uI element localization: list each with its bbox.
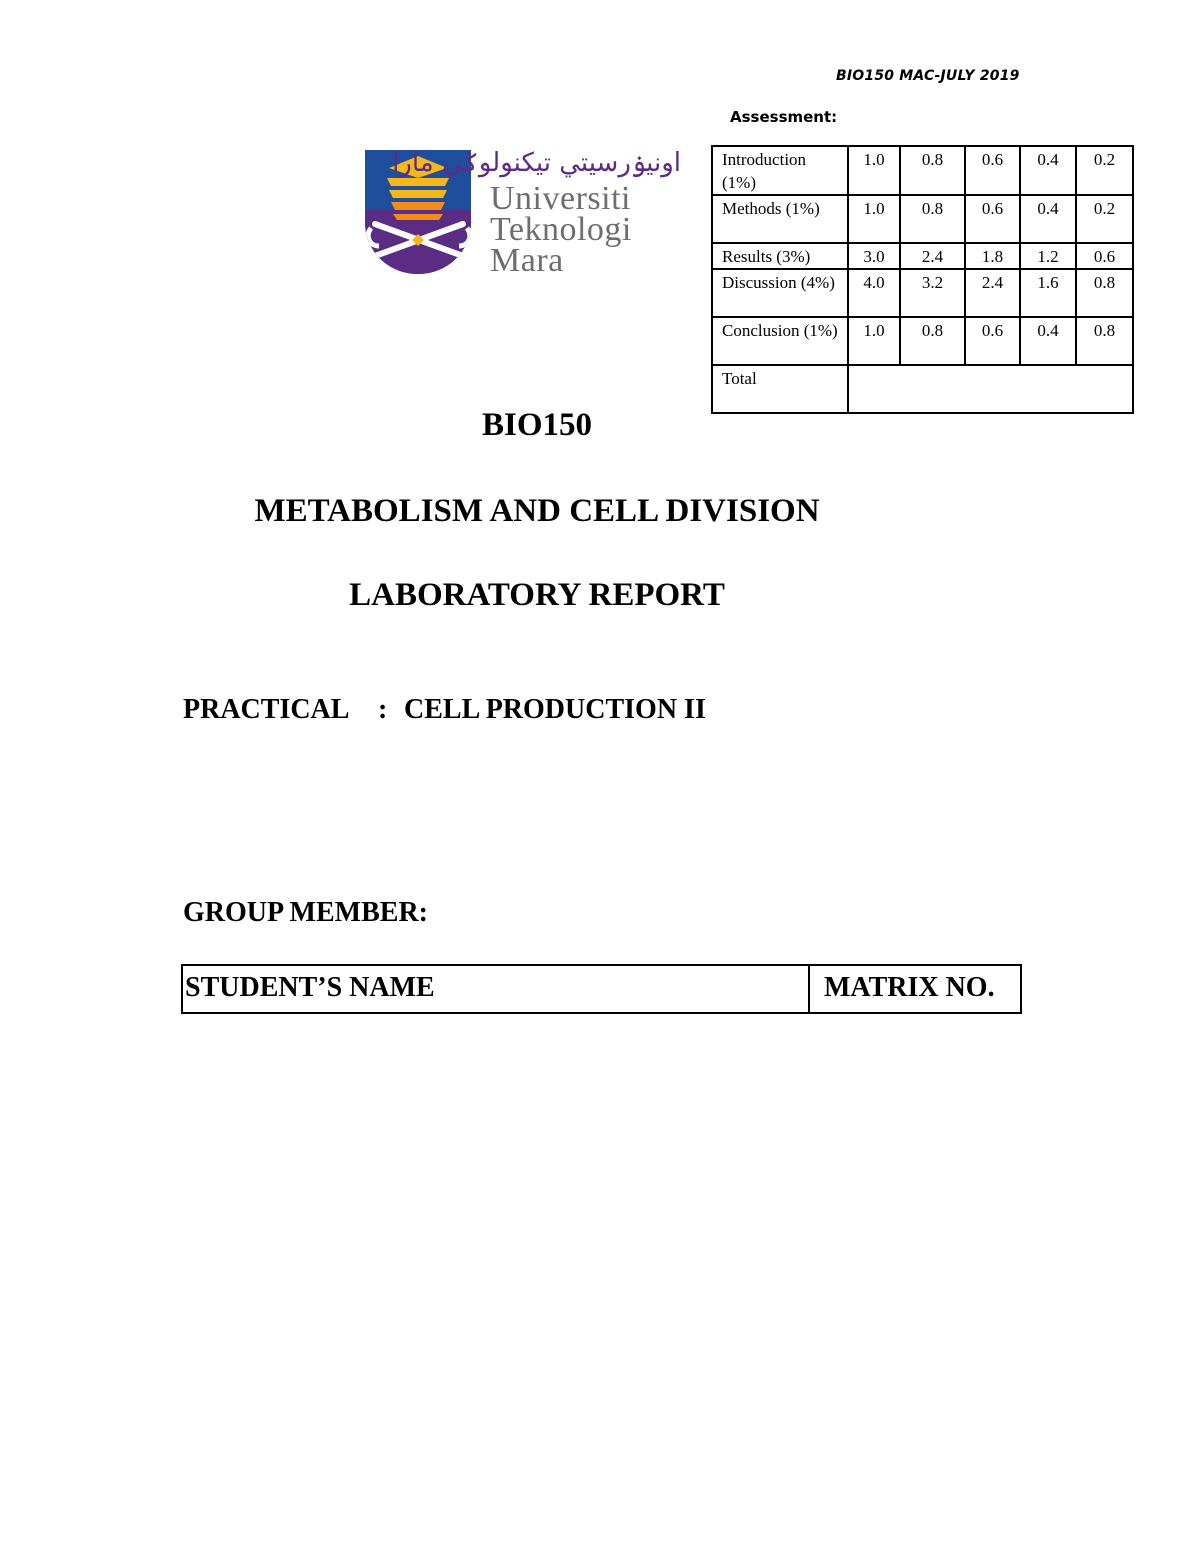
assessment-row-discussion	[712, 269, 1133, 317]
course-code-title: BIO150	[481, 407, 593, 443]
practical-title: CELL PRODUCTION II	[404, 694, 706, 725]
score-cell: 3.2	[900, 269, 965, 317]
total-value-cell	[848, 365, 1133, 413]
criterion-cell: Methods (1%)	[712, 195, 848, 243]
score-cell: 0.4	[1020, 317, 1076, 365]
score-cell: 3.0	[848, 243, 900, 269]
score-cell: 0.8	[900, 146, 965, 195]
assessment-row-introduction	[712, 146, 1133, 195]
practical-separator: :	[378, 694, 388, 725]
score-cell: 0.4	[1020, 195, 1076, 243]
assessment-row-results	[712, 243, 1133, 269]
score-cell: 0.6	[1076, 243, 1133, 269]
university-logo	[363, 148, 683, 278]
practical-label: PRACTICAL	[183, 694, 350, 725]
student-name-header: STUDENT’S NAME	[182, 965, 809, 1013]
score-cell: 2.4	[965, 269, 1020, 317]
logo-jawi-text: اونيۏرسيتي تيكنولوݢي مارا	[392, 148, 681, 178]
score-cell: 1.0	[848, 317, 900, 365]
score-cell: 1.0	[848, 195, 900, 243]
group-member-table	[181, 964, 1022, 1014]
score-cell: 1.6	[1020, 269, 1076, 317]
score-cell: 1.0	[848, 146, 900, 195]
logo-word-universiti: Universiti	[490, 180, 631, 217]
group-member-header-row	[182, 965, 1021, 1013]
group-member-heading: GROUP MEMBER:	[183, 897, 428, 928]
score-cell: 0.8	[1076, 317, 1133, 365]
score-cell: 1.8	[965, 243, 1020, 269]
score-cell: 2.4	[900, 243, 965, 269]
criterion-cell: Discussion (4%)	[712, 269, 848, 317]
assessment-row-total	[712, 365, 1133, 413]
total-label-cell: Total	[712, 365, 848, 413]
report-type-title: LABORATORY REPORT	[349, 577, 725, 613]
score-cell: 0.4	[1020, 146, 1076, 195]
score-cell: 0.6	[965, 317, 1020, 365]
score-cell: 0.8	[900, 195, 965, 243]
score-cell: 0.6	[965, 146, 1020, 195]
score-cell: 1.2	[1020, 243, 1076, 269]
score-cell: 0.8	[900, 317, 965, 365]
criterion-cell: Results (3%)	[712, 243, 848, 269]
course-session-header: BIO150 MAC-JULY 2019	[836, 68, 1020, 84]
score-cell: 0.6	[965, 195, 1020, 243]
logo-word-mara: Mara	[490, 242, 564, 279]
assessment-row-methods	[712, 195, 1133, 243]
practical-line	[183, 694, 706, 726]
logo-word-teknologi: Teknologi	[490, 211, 632, 248]
assessment-label: Assessment:	[730, 108, 838, 126]
score-cell: 4.0	[848, 269, 900, 317]
course-name-title: METABOLISM AND CELL DIVISION	[254, 493, 820, 529]
score-cell: 0.8	[1076, 269, 1133, 317]
criterion-cell: Conclusion (1%)	[712, 317, 848, 365]
criterion-cell: Introduction (1%)	[712, 146, 848, 195]
score-cell: 0.2	[1076, 146, 1133, 195]
matrix-no-header: MATRIX NO.	[809, 965, 1021, 1013]
score-cell: 0.2	[1076, 195, 1133, 243]
assessment-table	[711, 145, 1134, 414]
assessment-row-conclusion	[712, 317, 1133, 365]
